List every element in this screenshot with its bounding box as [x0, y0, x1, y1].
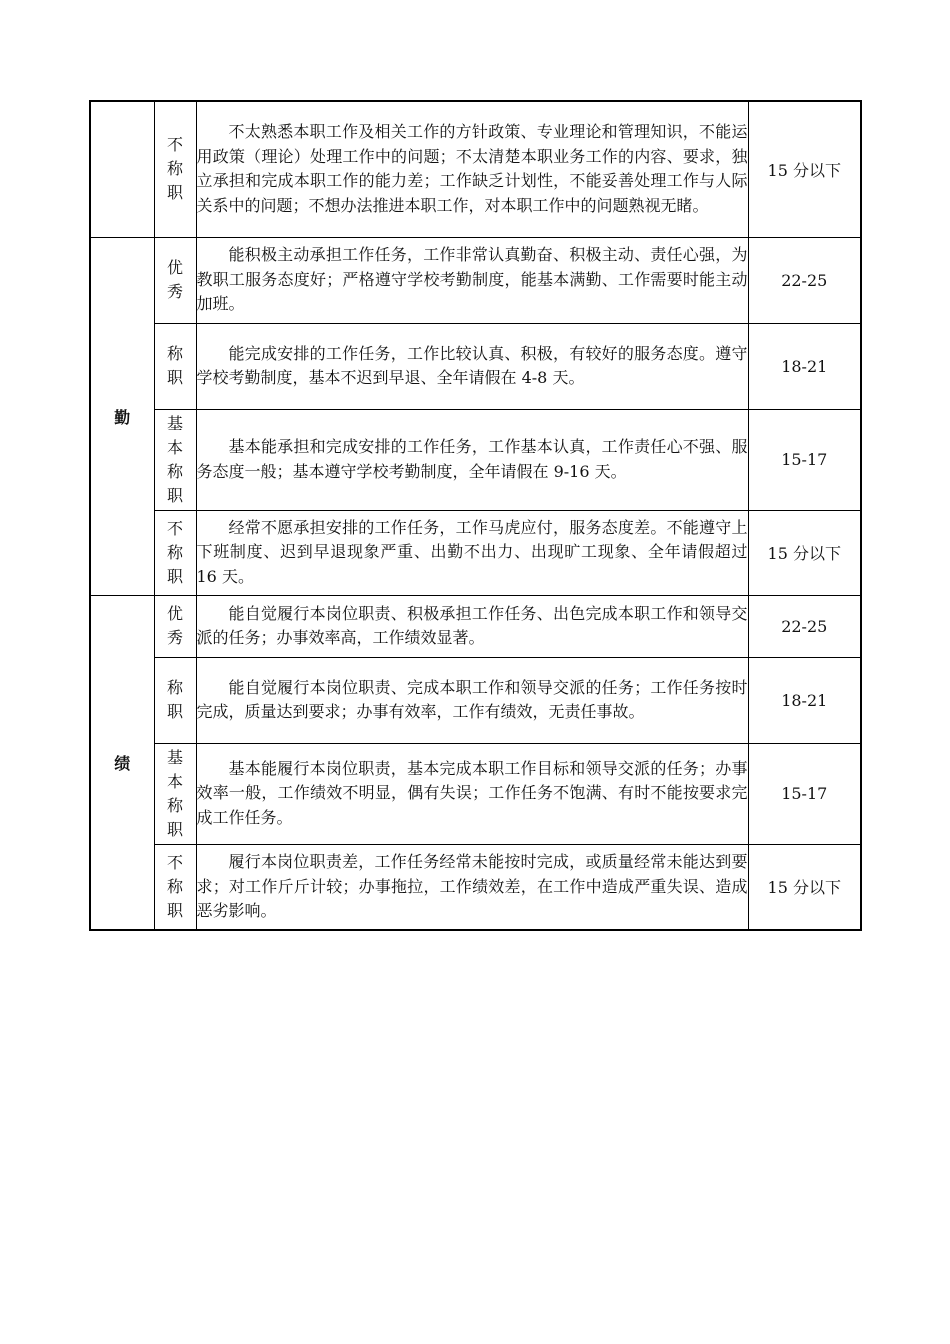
- level-cell: [154, 409, 196, 510]
- table-row: [90, 323, 861, 409]
- description-cell: 经常不愿承担安排的工作任务，工作马虎应付，服务态度差。不能遵守上下班制度、迟到早退现象严重、出勤不出力、出现旷工现象、全年请假超过 16 天。: [196, 510, 748, 595]
- score-cell: 15 分以下: [748, 844, 861, 930]
- level-cell: [154, 595, 196, 657]
- description-cell: 能自觉履行本岗位职责、积极承担工作任务、出色完成本职工作和领导交派的任务；办事效率高，工作绩效显著。: [196, 595, 748, 657]
- level-label: 基本称职: [166, 747, 183, 839]
- category-cell-qin: 勤: [90, 237, 154, 595]
- description-cell: 能完成安排的工作任务，工作比较认真、积极，有较好的服务态度。遵守学校考勤制度，基本不迟到早退、全年请假在 4-8 天。: [196, 323, 748, 409]
- description-cell: 履行本岗位职责差，工作任务经常未能按时完成，或质量经常未能达到要求；对工作斤斤计较；办事拖拉，工作绩效差，在工作中造成严重失误、造成恶劣影响。: [196, 844, 748, 930]
- evaluation-table: [89, 100, 862, 931]
- table-row: [90, 409, 861, 510]
- level-label: 基本称职: [166, 413, 183, 505]
- score-cell: 22-25: [748, 595, 861, 657]
- table-row: [90, 101, 861, 237]
- level-cell: [154, 743, 196, 844]
- score-cell: 22-25: [748, 237, 861, 323]
- level-label: 称职: [166, 678, 183, 721]
- category-cell-blank: [90, 101, 154, 237]
- table-row: [90, 510, 861, 595]
- category-cell-ji: 绩: [90, 595, 154, 930]
- level-label: 优秀: [166, 604, 183, 647]
- table-row: [90, 237, 861, 323]
- level-label: 称职: [166, 344, 183, 387]
- table-row: [90, 844, 861, 930]
- description-cell: 能自觉履行本岗位职责、完成本职工作和领导交派的任务；工作任务按时完成，质量达到要求；办事有效率，工作有绩效，无责任事故。: [196, 657, 748, 743]
- table-row: [90, 657, 861, 743]
- level-label: 不称职: [166, 852, 183, 920]
- table-row: [90, 743, 861, 844]
- level-cell: [154, 510, 196, 595]
- level-cell: [154, 323, 196, 409]
- level-cell: [154, 237, 196, 323]
- score-cell: 15 分以下: [748, 101, 861, 237]
- level-label: 不称职: [166, 135, 183, 203]
- score-cell: 18-21: [748, 323, 861, 409]
- level-label: 不称职: [166, 518, 183, 586]
- level-cell: [154, 657, 196, 743]
- description-cell: 基本能履行本岗位职责，基本完成本职工作目标和领导交派的任务；办事效率一般，工作绩效不明显，偶有失误；工作任务不饱满、有时不能按要求完成工作任务。: [196, 743, 748, 844]
- table-row: [90, 595, 861, 657]
- score-cell: 15-17: [748, 743, 861, 844]
- score-cell: 15 分以下: [748, 510, 861, 595]
- description-cell: 不太熟悉本职工作及相关工作的方针政策、专业理论和管理知识，不能运用政策（理论）处理工作中的问题；不太清楚本职业务工作的内容、要求，独立承担和完成本职工作的能力差；工作缺乏计划性，不能妥善处理工作与人际关系中的问题；不想办法推进本职工作，对本职工作中的问题熟视无睹。: [196, 101, 748, 237]
- level-label: 优秀: [166, 258, 183, 301]
- score-cell: 18-21: [748, 657, 861, 743]
- description-cell: 基本能承担和完成安排的工作任务，工作基本认真，工作责任心不强、服务态度一般；基本遵守学校考勤制度，全年请假在 9-16 天。: [196, 409, 748, 510]
- score-cell: 15-17: [748, 409, 861, 510]
- level-cell: [154, 101, 196, 237]
- level-cell: [154, 844, 196, 930]
- description-cell: 能积极主动承担工作任务，工作非常认真勤奋、积极主动、责任心强，为教职工服务态度好；严格遵守学校考勤制度，能基本满勤、工作需要时能主动加班。: [196, 237, 748, 323]
